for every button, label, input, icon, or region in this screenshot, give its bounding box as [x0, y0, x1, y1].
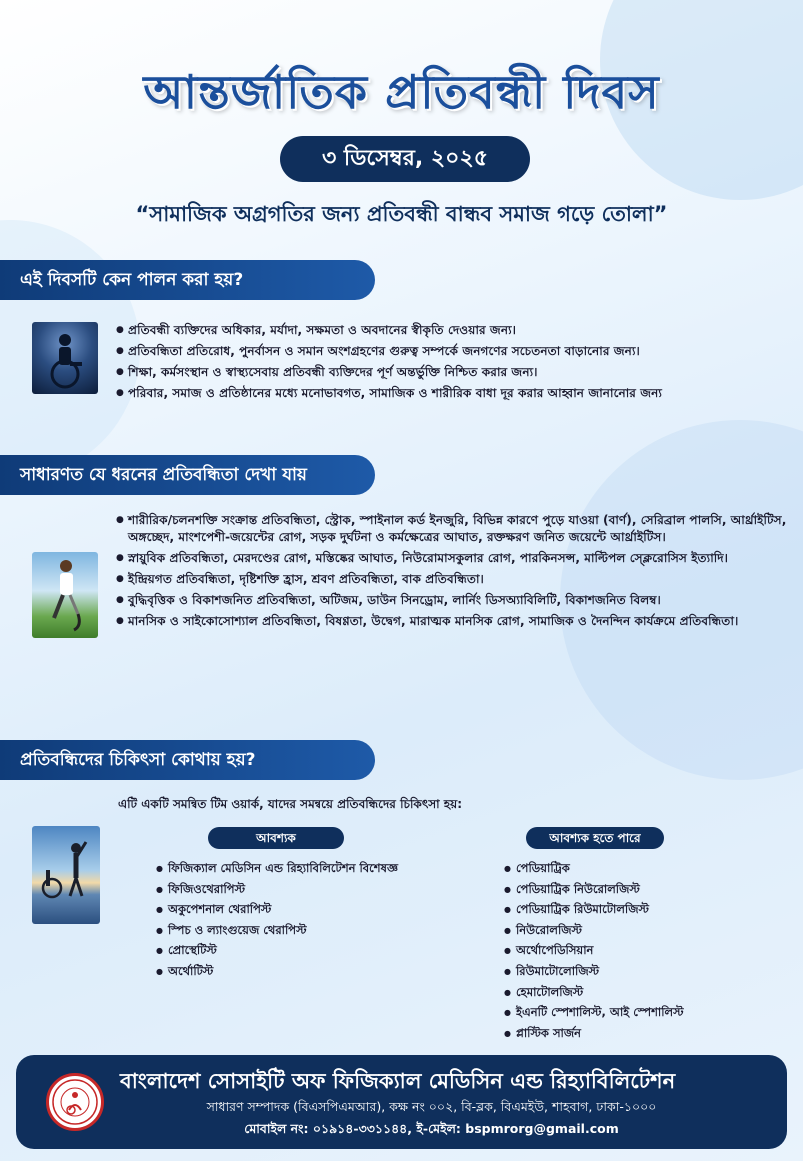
list-item: ● প্লাস্টিক সার্জন [504, 1025, 794, 1041]
list-item: ● প্রতিবন্ধী ব্যক্তিদের অধিকার, মর্যাদা, সক্ষমতা ও অবদানের স্বীকৃতি দেওয়ার জন্য। [116, 322, 796, 339]
list-item: ● বুদ্ধিবৃত্তিক ও বিকাশজনিত প্রতিবন্ধিতা, অটিজম, ডাউন সিনড্রোম, লার্নিং ডিসঅ্যাবিলিটি, বিকাশজনিত বিলম্ব। [116, 592, 796, 609]
list-item: ● মানসিক ও সাইকোসোশ্যাল প্রতিবন্ধিতা, বিষণ্ণতা, উদ্বেগ, মারাত্মক মানসিক রোগ, সামাজিক ও দৈনন্দিন কার্যক্রমে প্রতিবন্ধিতা। [116, 613, 796, 630]
may-be-required-label: আবশ্যক হতে পারে [526, 827, 664, 849]
essential-list [156, 860, 496, 984]
list-item: ● প্রোস্থেটিস্ট [156, 942, 496, 958]
list-item: ● শারীরিক/চলনশক্তি সংক্রান্ত প্রতিবন্ধিতা, স্ট্রোক, স্পাইনাল কর্ড ইনজুরি, বিভিন্ন কারণে পুড়ে যাওয়া (বার্ণ), সেরিব্রাল পালসি, আর্থ্রাইটিস, অঙ্গচ্ছেদ, মাংশপেশী-জয়েন্টের রোগ, সড়ক দুর্ঘটনা ও কর্মক্ষেত্রের আঘাত, রক্তক্ষরণ জনিত জয়েন্টে আর্থ্রাইটিস। [116, 512, 796, 546]
list-item: ● রিউমাটোলোজিস্ট [504, 963, 794, 979]
list-item: ● শিক্ষা, কর্মসংস্থান ও স্বাস্থ্যসেবায় প্রতিবন্ধী ব্যক্তিদের পূর্ণ অন্তর্ভুক্তি নিশ্চিত করার জন্য। [116, 364, 796, 381]
wheelchair-person-photo [32, 322, 98, 394]
prosthetic-runner-photo [32, 552, 98, 638]
list-item: ● পেডিয়াট্রিক রিউমাটোলজিস্ট [504, 901, 794, 917]
list-item: ● ফিজিওথেরাপিস্ট [156, 881, 496, 897]
why-observed-list [116, 322, 796, 406]
theme-tagline: “সামাজিক অগ্রগতির জন্য প্রতিবন্ধী বান্ধব সমাজ গড়ে তোলা” [135, 202, 668, 226]
list-item: ● অকুপেশনাল থেরাপিস্ট [156, 901, 496, 917]
section-heading-where-treated: প্রতিবন্ধিদের চিকিৎসা কোথায় হয়? [0, 740, 375, 780]
list-item: ● নিউরোলজিস্ট [504, 922, 794, 938]
date-badge: ৩ ডিসেম্বর, ২০২৫ [280, 136, 530, 182]
essential-label: আবশ্যক [208, 827, 344, 849]
list-item: ● স্পিচ ও ল্যাংগুয়েজ থেরাপিস্ট [156, 922, 496, 938]
section-heading-why-observed: এই দিবসটি কেন পালন করা হয়? [0, 260, 375, 300]
list-item: ● হেমাটোলজিস্ট [504, 984, 794, 1000]
list-item: ● ইন্দ্রিয়গত প্রতিবন্ধিতা, দৃষ্টিশক্তি হ্রাস, শ্রবণ প্রতিবন্ধিতা, বাক প্রতিবন্ধিতা। [116, 571, 796, 588]
disability-types-list [116, 512, 796, 634]
list-item: ● অর্থোটিস্ট [156, 963, 496, 979]
wheelchair-icon [32, 322, 98, 394]
may-be-required-list [504, 860, 794, 1045]
list-item: ● অর্থোপেডিসিয়ান [504, 942, 794, 958]
runner-icon [32, 552, 98, 638]
footer-banner [16, 1055, 787, 1149]
list-item: ● ফিজিক্যাল মেডিসিন এন্ড রিহ্যাবিলিটেশন বিশেষজ্ঞ [156, 860, 496, 876]
section-heading-disability-types: সাধারণত যে ধরনের প্রতিবন্ধিতা দেখা যায় [0, 455, 375, 495]
list-item: ● স্নায়ুবিক প্রতিবন্ধিতা, মেরদণ্ডের রোগ, মস্তিষ্কের আঘাত, নিউরোমাসকুলার রোগ, পারকিনসন্স, মাল্টিপল স্ক্লেরোসিস ইত্যাদি। [116, 550, 796, 567]
list-item: ● প্রতিবন্ধিতা প্রতিরোধ, পুনর্বাসন ও সমান অংশগ্রহণের গুরুত্ব সম্পর্কে জনগণের সচেতনতা বাড়ানোর জন্য। [116, 343, 796, 360]
list-item: ● ইএনটি স্পেশালিস্ট, আই স্পেশালিস্ট [504, 1004, 794, 1020]
list-item: ● পেডিয়াট্রিক নিউরোলজিস্ট [504, 881, 794, 897]
organization-address: সাধারণ সম্পাদক (বিএসপিএমআর), কক্ষ নং ০০২, বি-ব্লক, বিএমইউ, শাহবাগ, ঢাকা-১০০০ [206, 1099, 657, 1114]
treatment-intro: এটি একটি সমন্বিত টিম ওয়ার্ক, যাদের সমন্বয়ে প্রতিবন্ধিদের চিকিৎসা হয়: [118, 797, 462, 811]
list-item: ● পেডিয়াট্রিক [504, 860, 794, 876]
silhouette-icon [32, 826, 100, 924]
wheelchair-silhouette-sunset-photo [32, 826, 100, 924]
organization-name: বাংলাদেশ সোসাইটি অফ ফিজিক্যাল মেডিসিন এন্ড রিহ্যাবিলিটেশন [120, 1069, 676, 1093]
list-item: ● পরিবার, সমাজ ও প্রতিষ্ঠানের মধ্যে মনোভাবগত, সামাজিক ও শারীরিক বাধা দূর করার আহ্বান জানানোর জন্য [116, 385, 796, 402]
page-title: আন্তর্জাতিক প্রতিবন্ধী দিবস [143, 65, 660, 119]
organization-contact: মোবাইল নং: ০১৯১৪-৩৩১১৪৪, ই-মেইল: bspmrorg@gmail.com [244, 1121, 619, 1136]
